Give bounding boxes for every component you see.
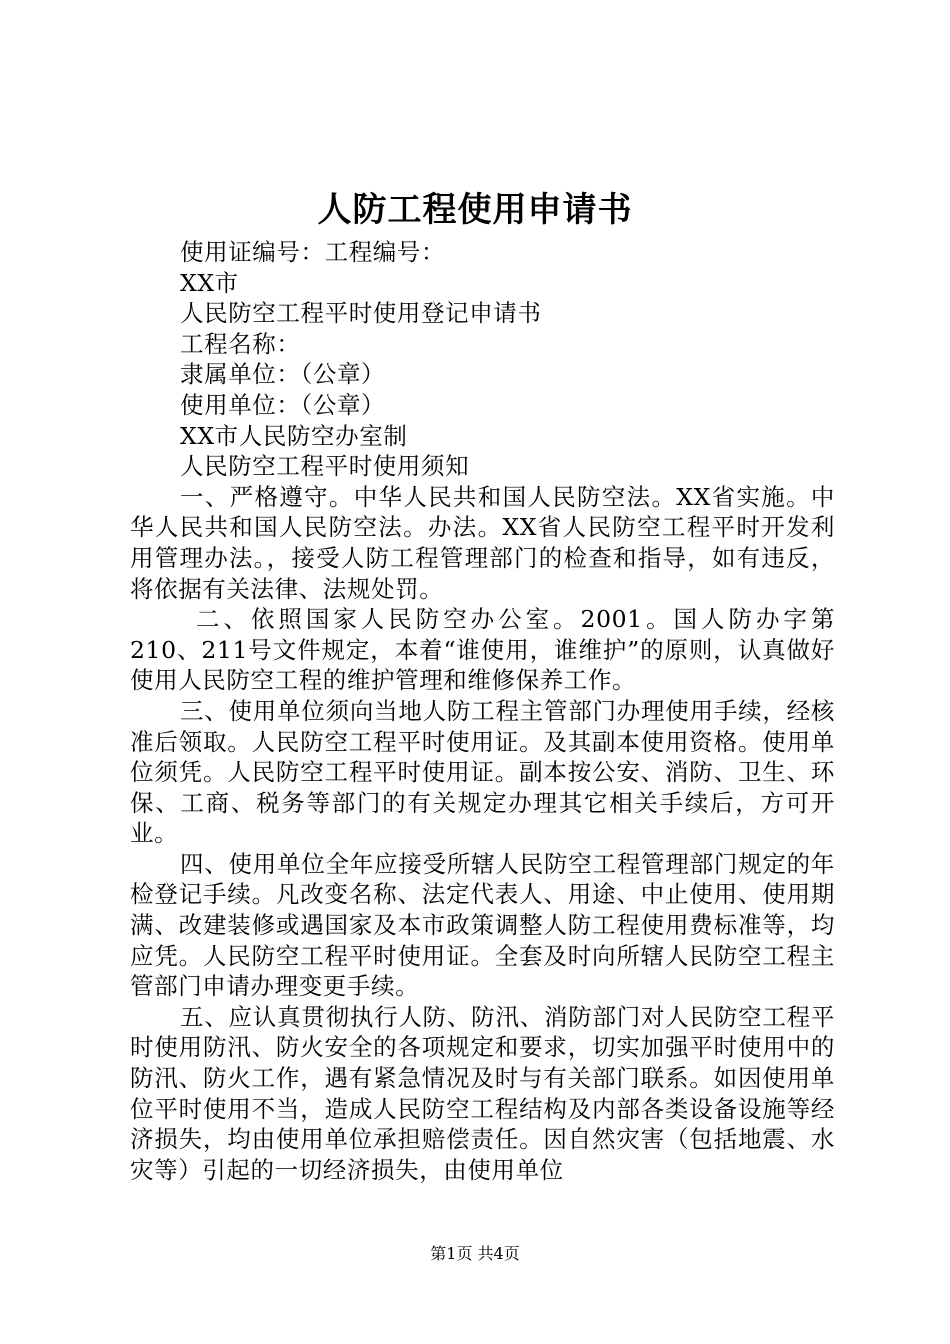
form-subtitle: 人民防空工程平时使用登记申请书 [180,299,542,328]
paragraph-4: 四、使用单位全年应接受所辖人民防空工程管理部门规定的年检登记手续。凡改变名称、法定代表人、用途、中止使用、使用期满、改建装修或遇国家及本市政策调整人防工程使用费标准等，均应凭。人民防空工程平时使用证。全套及时向所辖人民防空工程主管部门申请办理变更手续。 [130,849,835,1001]
paragraph-1: 一、严格遵守。中华人民共和国人民防空法。XX省实施。中华人民共和国人民防空法。办法。XX省人民防空工程平时开发利用管理办法。，接受人防工程管理部门的检查和指导，如有违反，将依据有关法律、法规处罚。 [130,482,835,603]
document-body [130,237,835,1185]
issuer-line: XX市人民防空办室制 [180,421,408,450]
document-title: 人防工程使用申请书 [317,190,633,230]
notice-heading: 人民防空工程平时使用须知 [180,452,470,481]
paragraph-5: 五、应认真贯彻执行人防、防汛、消防部门对人民防空工程平时使用防汛、防火安全的各项规定和要求，切实加强平时使用中的防汛、防火工作，遇有紧急情况及时与有关部门联系。如因使用单位平时使用不当，造成人民防空工程结构及内部各类设备设施等经济损失，均由使用单位承担赔偿责任。因自然灾害（包括地震、水灾等）引起的一切经济损失，由使用单位 [130,1002,835,1184]
certificate-number-line: 使用证编号：工程编号： [180,238,446,266]
user-unit-field: 使用单位：（公章） [180,390,386,419]
paragraph-2: 二、依照国家人民防空办公室。2001。国人防办字第210、211号文件规定，本着“谁使用，谁维护”的原则，认真做好使用人民防空工程的维护管理和维修保养工作。 [130,605,835,695]
affiliated-unit-field: 隶属单位：（公章） [180,360,386,389]
page-footer: 第1页 共4页 [430,1244,520,1263]
city-line: XX市 [180,268,239,297]
paragraph-3: 三、使用单位须向当地人防工程主管部门办理使用手续，经核准后领取。人民防空工程平时使用证。及其副本使用资格。使用单位须凭。人民防空工程平时使用证。副本按公安、消防、卫生、环保、工商、税务等部门的有关规定办理其它相关手续后，方可开业。 [130,696,835,848]
project-name-field: 工程名称： [180,329,301,358]
